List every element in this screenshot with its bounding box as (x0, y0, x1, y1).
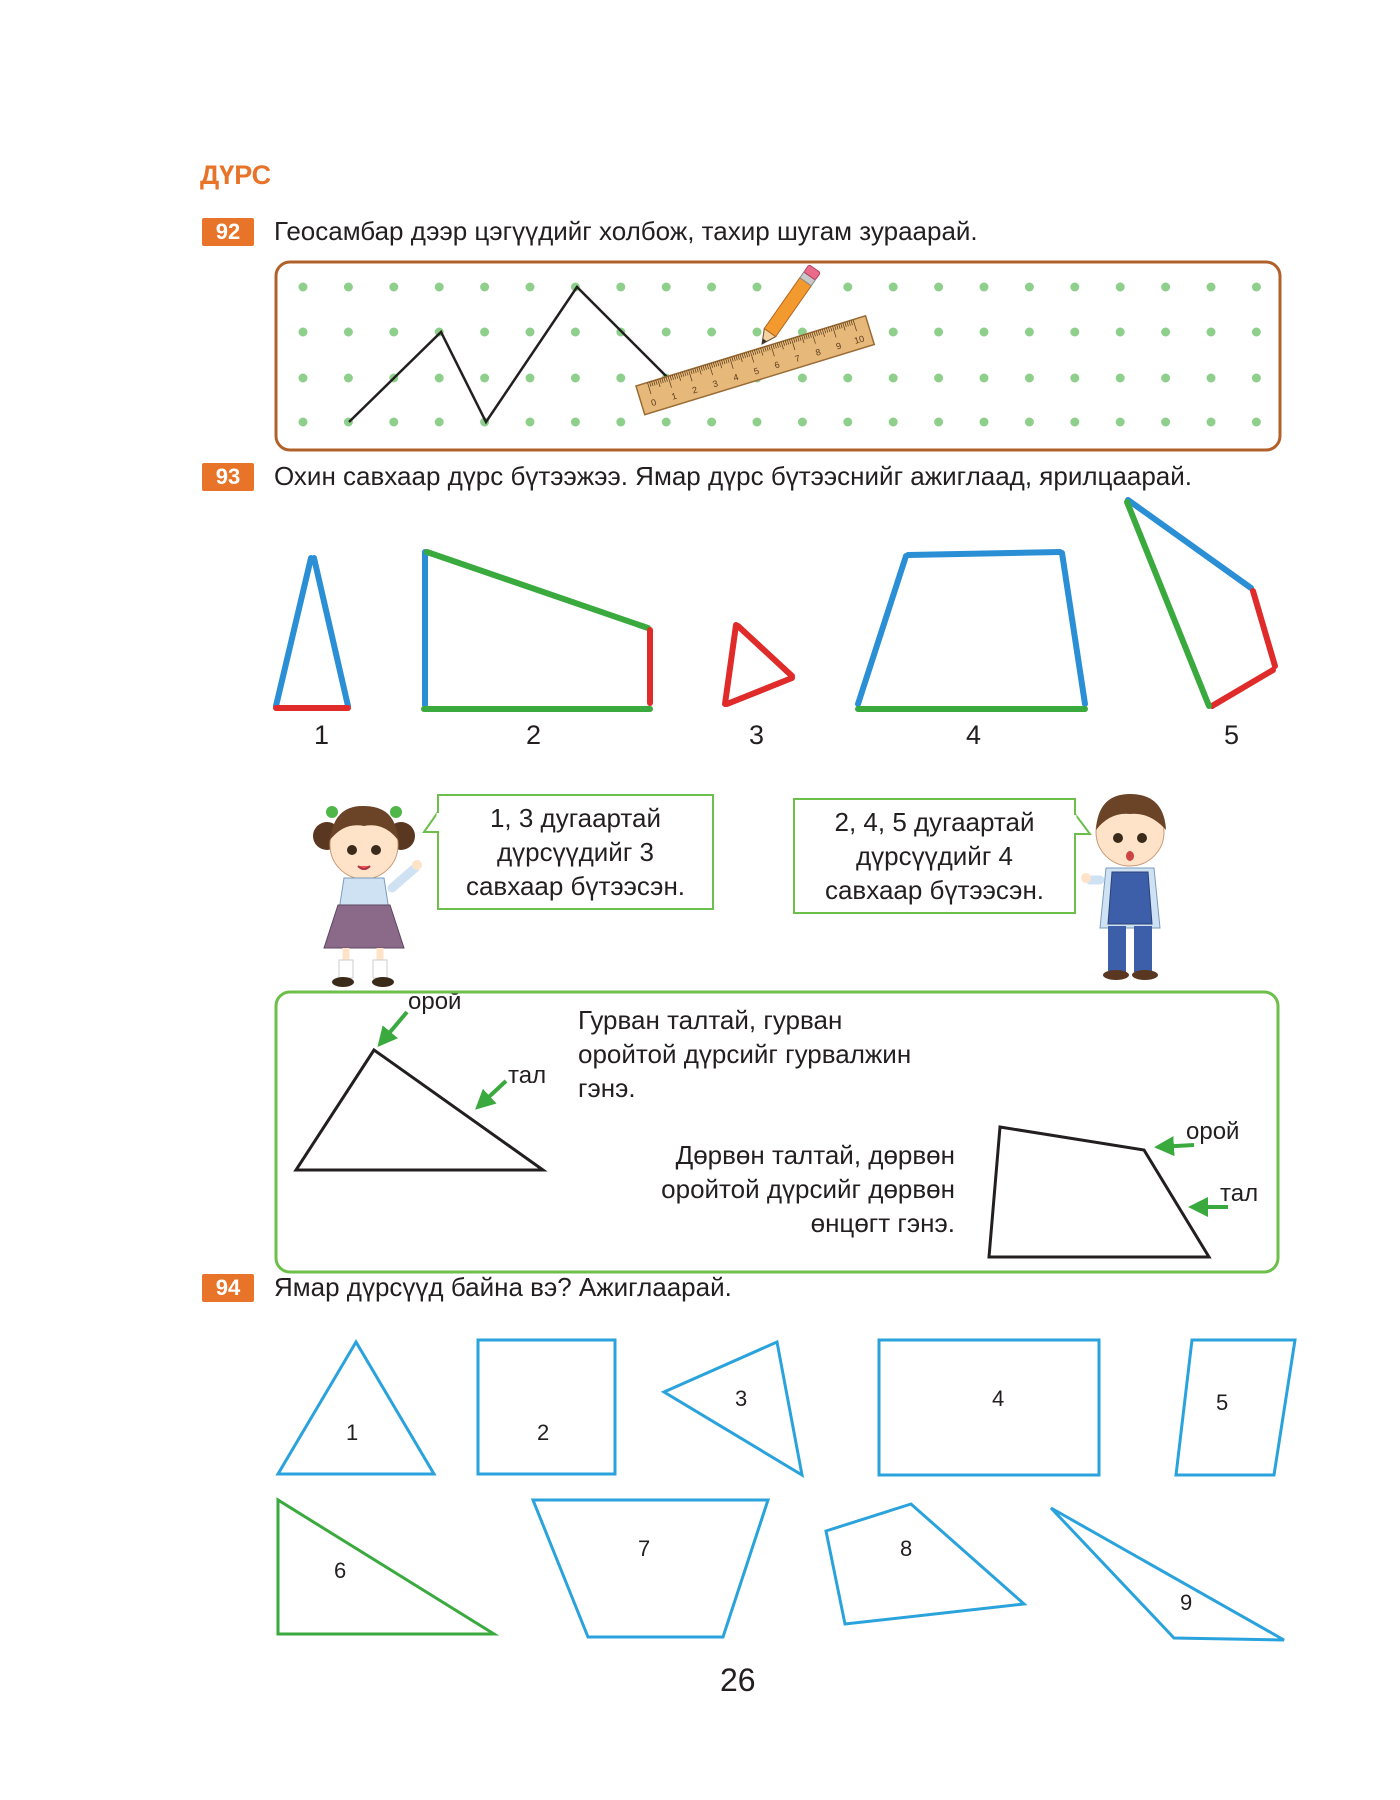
geoboard-dot (616, 374, 625, 383)
geoboard-dot (480, 328, 489, 337)
stick-shape-5 (1127, 500, 1275, 706)
geoboard-dot (299, 283, 308, 292)
shape-4-rectangle (879, 1340, 1099, 1475)
exercise-number-94: 94 (202, 1274, 254, 1302)
stick-shape-4 (858, 552, 1085, 709)
geoboard-dot (1116, 283, 1125, 292)
ruler-number: 10 (852, 333, 866, 346)
shape-6-right-triangle (278, 1500, 494, 1634)
geoboard-dot (1116, 328, 1125, 337)
geoboard-dot (753, 283, 762, 292)
geoboard-dot (299, 374, 308, 383)
stick-shape-1 (276, 558, 348, 708)
geoboard-dot (934, 328, 943, 337)
geoboard-dot (753, 328, 762, 337)
geoboard-dot (798, 418, 807, 427)
geoboard-dot (299, 418, 308, 427)
page-number: 26 (720, 1662, 756, 1698)
geoboard-dot (344, 283, 353, 292)
exercise-number-92: 92 (202, 218, 254, 246)
triangle-side-label: тал (508, 1062, 547, 1089)
geoboard-dot (1025, 418, 1034, 427)
geoboard-dot (707, 418, 716, 427)
geoboard-dot (1207, 283, 1216, 292)
geoboard-dot (934, 283, 943, 292)
geoboard-dot (1161, 328, 1170, 337)
geoboard-dot (571, 328, 580, 337)
shape-5-parallelogram (1176, 1340, 1295, 1475)
shape-7-trapezoid (533, 1500, 768, 1637)
ruler-number: 1 (670, 390, 679, 402)
ruler-number: 2 (690, 384, 699, 396)
geoboard-dot (1252, 418, 1261, 427)
geoboard-dot (707, 328, 716, 337)
geoboard-dot (980, 328, 989, 337)
exercise-92-instruction: Геосамбар дээр цэгүүдийг холбож, тахир шугам зураарай. (274, 216, 978, 246)
quad-side-label: тал (1220, 1180, 1259, 1207)
stick-shape-label-2: 2 (526, 720, 542, 750)
shape-label-7: 7 (638, 1536, 651, 1561)
geoboard-dot (344, 374, 353, 383)
shape-label-4: 4 (992, 1386, 1005, 1411)
shape-8-quadrilateral (826, 1504, 1024, 1624)
geoboard-dot (980, 374, 989, 383)
geoboard-dot (1070, 418, 1079, 427)
girl-bubble-line-1: 1, 3 дугаартай (489, 803, 662, 833)
geoboard-dot (616, 283, 625, 292)
definition-triangle (296, 1050, 543, 1170)
girl-character (313, 806, 422, 987)
stick-shape-3 (725, 625, 792, 704)
geoboard-dot (1070, 283, 1079, 292)
shape-label-9: 9 (1180, 1590, 1193, 1615)
shape-label-3: 3 (735, 1386, 748, 1411)
boy-character (1081, 794, 1166, 980)
geoboard-dot (889, 374, 898, 383)
geoboard-dot (753, 418, 762, 427)
geoboard-dot (526, 328, 535, 337)
geoboard-dot (843, 418, 852, 427)
geoboard-dot (435, 374, 444, 383)
geoboard-dot (662, 328, 671, 337)
geoboard-dot (389, 283, 398, 292)
geoboard-dot (1252, 328, 1261, 337)
exercise-94-instruction: Ямар дүрсүүд байна вэ? Ажиглаарай. (274, 1272, 732, 1302)
geoboard-dot (389, 418, 398, 427)
geoboard-dot (980, 283, 989, 292)
geoboard-dot (526, 418, 535, 427)
exercise-93-instruction: Охин савхаар дүрс бүтээжээ. Ямар дүрс бүтээснийг ажиглаад, ярилцаарай. (274, 461, 1192, 491)
geoboard-dot (435, 283, 444, 292)
geoboard-dot (526, 374, 535, 383)
geoboard-dot (707, 283, 716, 292)
geoboard-dot (1207, 374, 1216, 383)
triangle-def-line-1: Гурван талтай, гурван (578, 1005, 843, 1035)
geoboard-dot (889, 283, 898, 292)
stick-shapes (276, 500, 1275, 709)
zigzag-polyline (349, 287, 668, 422)
geoboard-dot (934, 374, 943, 383)
stick-shape-label-4: 4 (966, 720, 982, 750)
ruler-number: 0 (649, 397, 658, 409)
ruler-number: 7 (793, 353, 802, 365)
geoboard-dot (843, 374, 852, 383)
geoboard-dot (980, 418, 989, 427)
triangle-def-line-3: гэнэ. (578, 1073, 636, 1103)
geoboard-dot (480, 374, 489, 383)
stick-shape-label-3: 3 (749, 720, 765, 750)
quad-def-line-2: оройтой дүрсийг дөрвөн (661, 1174, 955, 1204)
geoboard-dot (1207, 328, 1216, 337)
shape-9-triangle (1051, 1508, 1284, 1640)
geoboard-dot (1070, 374, 1079, 383)
boy-bubble-tail (1075, 814, 1090, 834)
geoboard-dot (843, 283, 852, 292)
ruler-number: 9 (834, 340, 843, 352)
geoboard-dot (1207, 418, 1216, 427)
geoboard-dot (1070, 328, 1079, 337)
shape-2-square (478, 1340, 615, 1474)
geoboard-dot (435, 418, 444, 427)
geoboard-dot (934, 418, 943, 427)
geoboard-dot (526, 283, 535, 292)
stick-shape-label-1: 1 (314, 720, 330, 750)
shape-1-triangle (278, 1342, 434, 1474)
boy-bubble-line-3: савхаар бүтээсэн. (824, 875, 1045, 905)
ruler-number: 6 (773, 359, 781, 371)
boy-bubble-line-2: дүрсүүдийг 4 (855, 841, 1013, 871)
ruler-number: 4 (731, 371, 740, 383)
geoboard-dot (1025, 283, 1034, 292)
geoboard-dot (662, 418, 671, 427)
geoboard-dot (1252, 283, 1261, 292)
girl-bubble-line-3: савхаар бүтээсэн. (465, 871, 686, 901)
shape-label-8: 8 (900, 1536, 913, 1561)
shape-label-1: 1 (346, 1420, 359, 1445)
shape-label-6: 6 (334, 1558, 347, 1583)
geoboard-dot (662, 283, 671, 292)
geoboard-dot (1161, 418, 1170, 427)
shape-label-5: 5 (1216, 1390, 1229, 1415)
ruler-number: 5 (752, 365, 761, 377)
triangle-vertex-arrow (380, 1012, 407, 1044)
section-title: ДҮРС (200, 160, 272, 190)
geoboard-dot (1252, 374, 1261, 383)
quad-vertex-arrow (1158, 1145, 1194, 1147)
quad-def-line-1: Дөрвөн талтай, дөрвөн (675, 1140, 955, 1170)
stick-shape-label-5: 5 (1224, 720, 1240, 750)
geoboard-dot (1161, 283, 1170, 292)
girl-bubble-tail (424, 812, 438, 832)
geoboard-dot (889, 418, 898, 427)
shape-3-triangle (664, 1342, 802, 1475)
stick-shape-2 (424, 552, 650, 709)
geoboard-dot (344, 328, 353, 337)
geoboard-dot (1116, 374, 1125, 383)
triangle-def-line-2: оройтой дүрсийг гурвалжин (578, 1039, 912, 1069)
ruler-number: 8 (814, 346, 822, 358)
geoboard-dot (1025, 328, 1034, 337)
quad-def-line-3: өнцөгт гэнэ. (810, 1208, 955, 1238)
quad-vertex-label: орой (1186, 1118, 1240, 1145)
triangle-side-arrow (478, 1081, 506, 1107)
exercise-number-93: 93 (202, 463, 254, 491)
geoboard-dot (571, 374, 580, 383)
geoboard-dot (1161, 374, 1170, 383)
geoboard-dot (616, 418, 625, 427)
geoboard-dot (480, 283, 489, 292)
geoboard-dot (798, 374, 807, 383)
geoboard-dot (571, 418, 580, 427)
shape-label-2: 2 (537, 1420, 550, 1445)
geoboard-dot (1025, 374, 1034, 383)
girl-bubble-line-2: дүрсүүдийг 3 (496, 837, 654, 867)
ruler-number: 3 (711, 378, 720, 390)
boy-bubble-line-1: 2, 4, 5 дугаартай (834, 807, 1035, 837)
definition-box (276, 992, 1278, 1272)
geoboard-dot (389, 328, 398, 337)
geoboard-dot (299, 328, 308, 337)
geoboard-dot (1116, 418, 1125, 427)
triangle-vertex-label: орой (408, 988, 462, 1015)
geoboard-dot (889, 328, 898, 337)
